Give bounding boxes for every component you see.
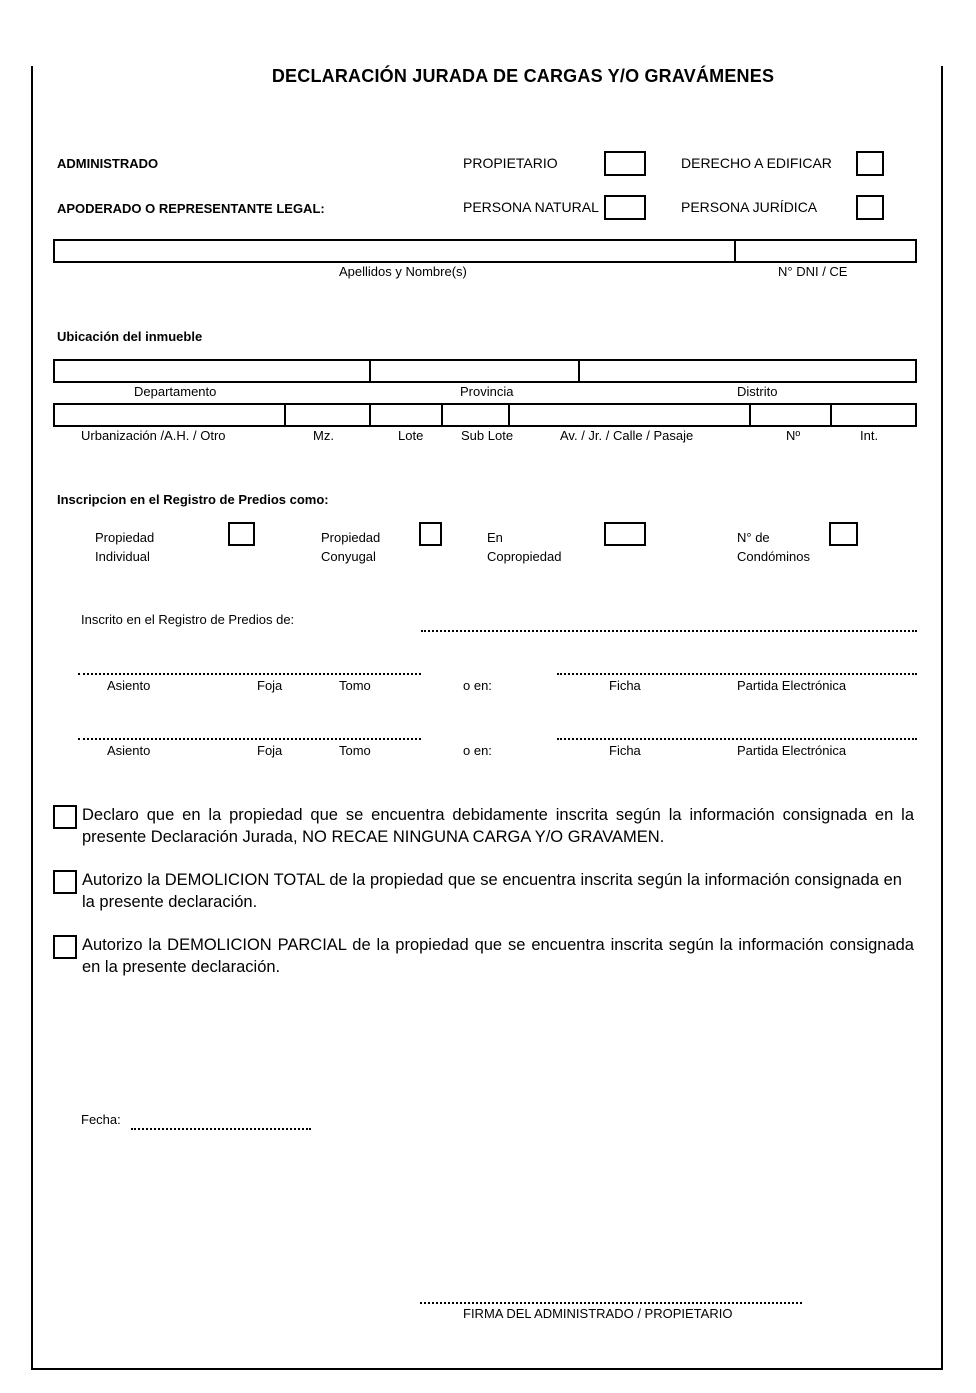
- lote-caption: Lote: [398, 428, 424, 443]
- propiedad-individual-line2: Individual: [95, 549, 150, 564]
- foja-caption-2: Foja: [257, 743, 283, 758]
- copropiedad-label: [487, 528, 561, 566]
- persona-juridica-label: PERSONA JURÍDICA: [681, 199, 818, 215]
- departamento-caption: Departamento: [134, 384, 217, 399]
- apoderado-label: APODERADO O REPRESENTANTE LEGAL:: [57, 201, 325, 216]
- firma-line[interactable]: [420, 1302, 802, 1304]
- av-caption: Av. / Jr. / Calle / Pasaje: [560, 428, 694, 443]
- distrito-caption: Distrito: [737, 384, 778, 399]
- name-dni-fields: [53, 239, 917, 263]
- declaracion-no-carga-text: Declaro que en la propiedad que se encuentra debidamente inscrita según la información consignada en la presente Declaración Jurada, NO RECAE NINGUNA CARGA Y/O GRAVAMEN.: [82, 806, 914, 846]
- propiedad-conyugal-label: [321, 528, 380, 566]
- provincia-caption: Provincia: [460, 384, 514, 399]
- distrito-input[interactable]: [580, 361, 915, 381]
- page-title: DECLARACIÓN JURADA DE CARGAS Y/O GRAVÁMENES: [271, 66, 775, 86]
- inscrito-label: Inscrito en el Registro de Predios de:: [81, 612, 295, 627]
- propiedad-conyugal-line1: Propiedad: [321, 530, 381, 545]
- derecho-edificar-checkbox[interactable]: [856, 151, 884, 176]
- propiedad-individual-label: [95, 528, 154, 566]
- persona-juridica-checkbox[interactable]: [856, 195, 884, 220]
- asiento-foja-tomo-line-1[interactable]: [78, 673, 421, 675]
- location-fields-row2: [53, 403, 917, 427]
- propiedad-conyugal-checkbox[interactable]: [419, 522, 442, 546]
- o-en-caption-2: o en:: [463, 743, 492, 758]
- propiedad-conyugal-line2: Conyugal: [321, 549, 376, 564]
- condominos-line1: N° de: [737, 530, 770, 545]
- demolicion-total-checkbox[interactable]: [53, 870, 77, 894]
- numero-caption: Nº: [786, 428, 801, 443]
- copropiedad-line1: En: [487, 530, 503, 545]
- ficha-partida-line-1[interactable]: [557, 673, 917, 675]
- provincia-input[interactable]: [371, 361, 580, 381]
- ficha-caption-1: Ficha: [609, 678, 641, 693]
- int-caption: Int.: [860, 428, 879, 443]
- fecha-line[interactable]: [131, 1128, 311, 1130]
- frame-bottom-border: [31, 1368, 943, 1370]
- administrado-label: ADMINISTRADO: [57, 156, 159, 171]
- condominos-label: [737, 528, 810, 566]
- int-input[interactable]: [832, 405, 915, 425]
- dni-input[interactable]: [736, 241, 915, 261]
- lote-input[interactable]: [371, 405, 443, 425]
- persona-natural-label: PERSONA NATURAL: [463, 199, 599, 215]
- condominos-checkbox[interactable]: [829, 522, 858, 546]
- declaracion-no-carga-checkbox[interactable]: [53, 805, 77, 829]
- urbanizacion-caption: Urbanización /A.H. / Otro: [81, 428, 226, 443]
- propietario-label: PROPIETARIO: [463, 155, 558, 171]
- apellidos-caption: Apellidos y Nombre(s): [339, 264, 467, 279]
- derecho-edificar-label: DERECHO A EDIFICAR: [681, 155, 832, 171]
- demolicion-total-text: Autorizo la DEMOLICION TOTAL de la propiedad que se encuentra inscrita según la información consignada en la presente declaración.: [82, 871, 902, 911]
- fecha-label: Fecha:: [81, 1112, 121, 1127]
- mz-caption: Mz.: [313, 428, 334, 443]
- inscrito-line[interactable]: [421, 630, 917, 632]
- mz-input[interactable]: [286, 405, 371, 425]
- propiedad-individual-line1: Propiedad: [95, 530, 155, 545]
- sub-lote-caption: Sub Lote: [461, 428, 514, 443]
- frame-left-border: [31, 66, 33, 1370]
- tomo-caption-1: Tomo: [339, 678, 371, 693]
- inscripcion-heading: Inscripcion en el Registro de Predios como:: [57, 492, 329, 507]
- partida-caption-2: Partida Electrónica: [737, 743, 847, 758]
- ficha-caption-2: Ficha: [609, 743, 641, 758]
- copropiedad-checkbox[interactable]: [604, 522, 646, 546]
- propiedad-individual-checkbox[interactable]: [228, 522, 255, 546]
- asiento-caption-1: Asiento: [107, 678, 151, 693]
- urbanizacion-input[interactable]: [55, 405, 286, 425]
- ficha-partida-line-2[interactable]: [557, 738, 917, 740]
- propietario-checkbox[interactable]: [604, 151, 646, 176]
- demolicion-parcial-text: Autorizo la DEMOLICION PARCIAL de la propiedad que se encuentra inscrita según la información consignada en la presente declaración.: [82, 936, 914, 976]
- frame-right-border: [941, 66, 943, 1370]
- tomo-caption-2: Tomo: [339, 743, 371, 758]
- partida-caption-1: Partida Electrónica: [737, 678, 847, 693]
- asiento-caption-2: Asiento: [107, 743, 151, 758]
- copropiedad-line2: Copropiedad: [487, 549, 562, 564]
- apellidos-input[interactable]: [55, 241, 736, 261]
- dni-caption: N° DNI / CE: [778, 264, 848, 279]
- condominos-line2: Condóminos: [737, 549, 810, 564]
- persona-natural-checkbox[interactable]: [604, 195, 646, 220]
- asiento-foja-tomo-line-2[interactable]: [78, 738, 421, 740]
- foja-caption-1: Foja: [257, 678, 283, 693]
- av-input[interactable]: [510, 405, 751, 425]
- departamento-input[interactable]: [55, 361, 371, 381]
- demolicion-parcial-checkbox[interactable]: [53, 935, 77, 959]
- sub-lote-input[interactable]: [443, 405, 510, 425]
- ubicacion-heading: Ubicación del inmueble: [57, 329, 203, 344]
- o-en-caption-1: o en:: [463, 678, 492, 693]
- firma-caption: FIRMA DEL ADMINISTRADO / PROPIETARIO: [463, 1306, 733, 1321]
- numero-input[interactable]: [751, 405, 832, 425]
- location-fields-row1: [53, 359, 917, 383]
